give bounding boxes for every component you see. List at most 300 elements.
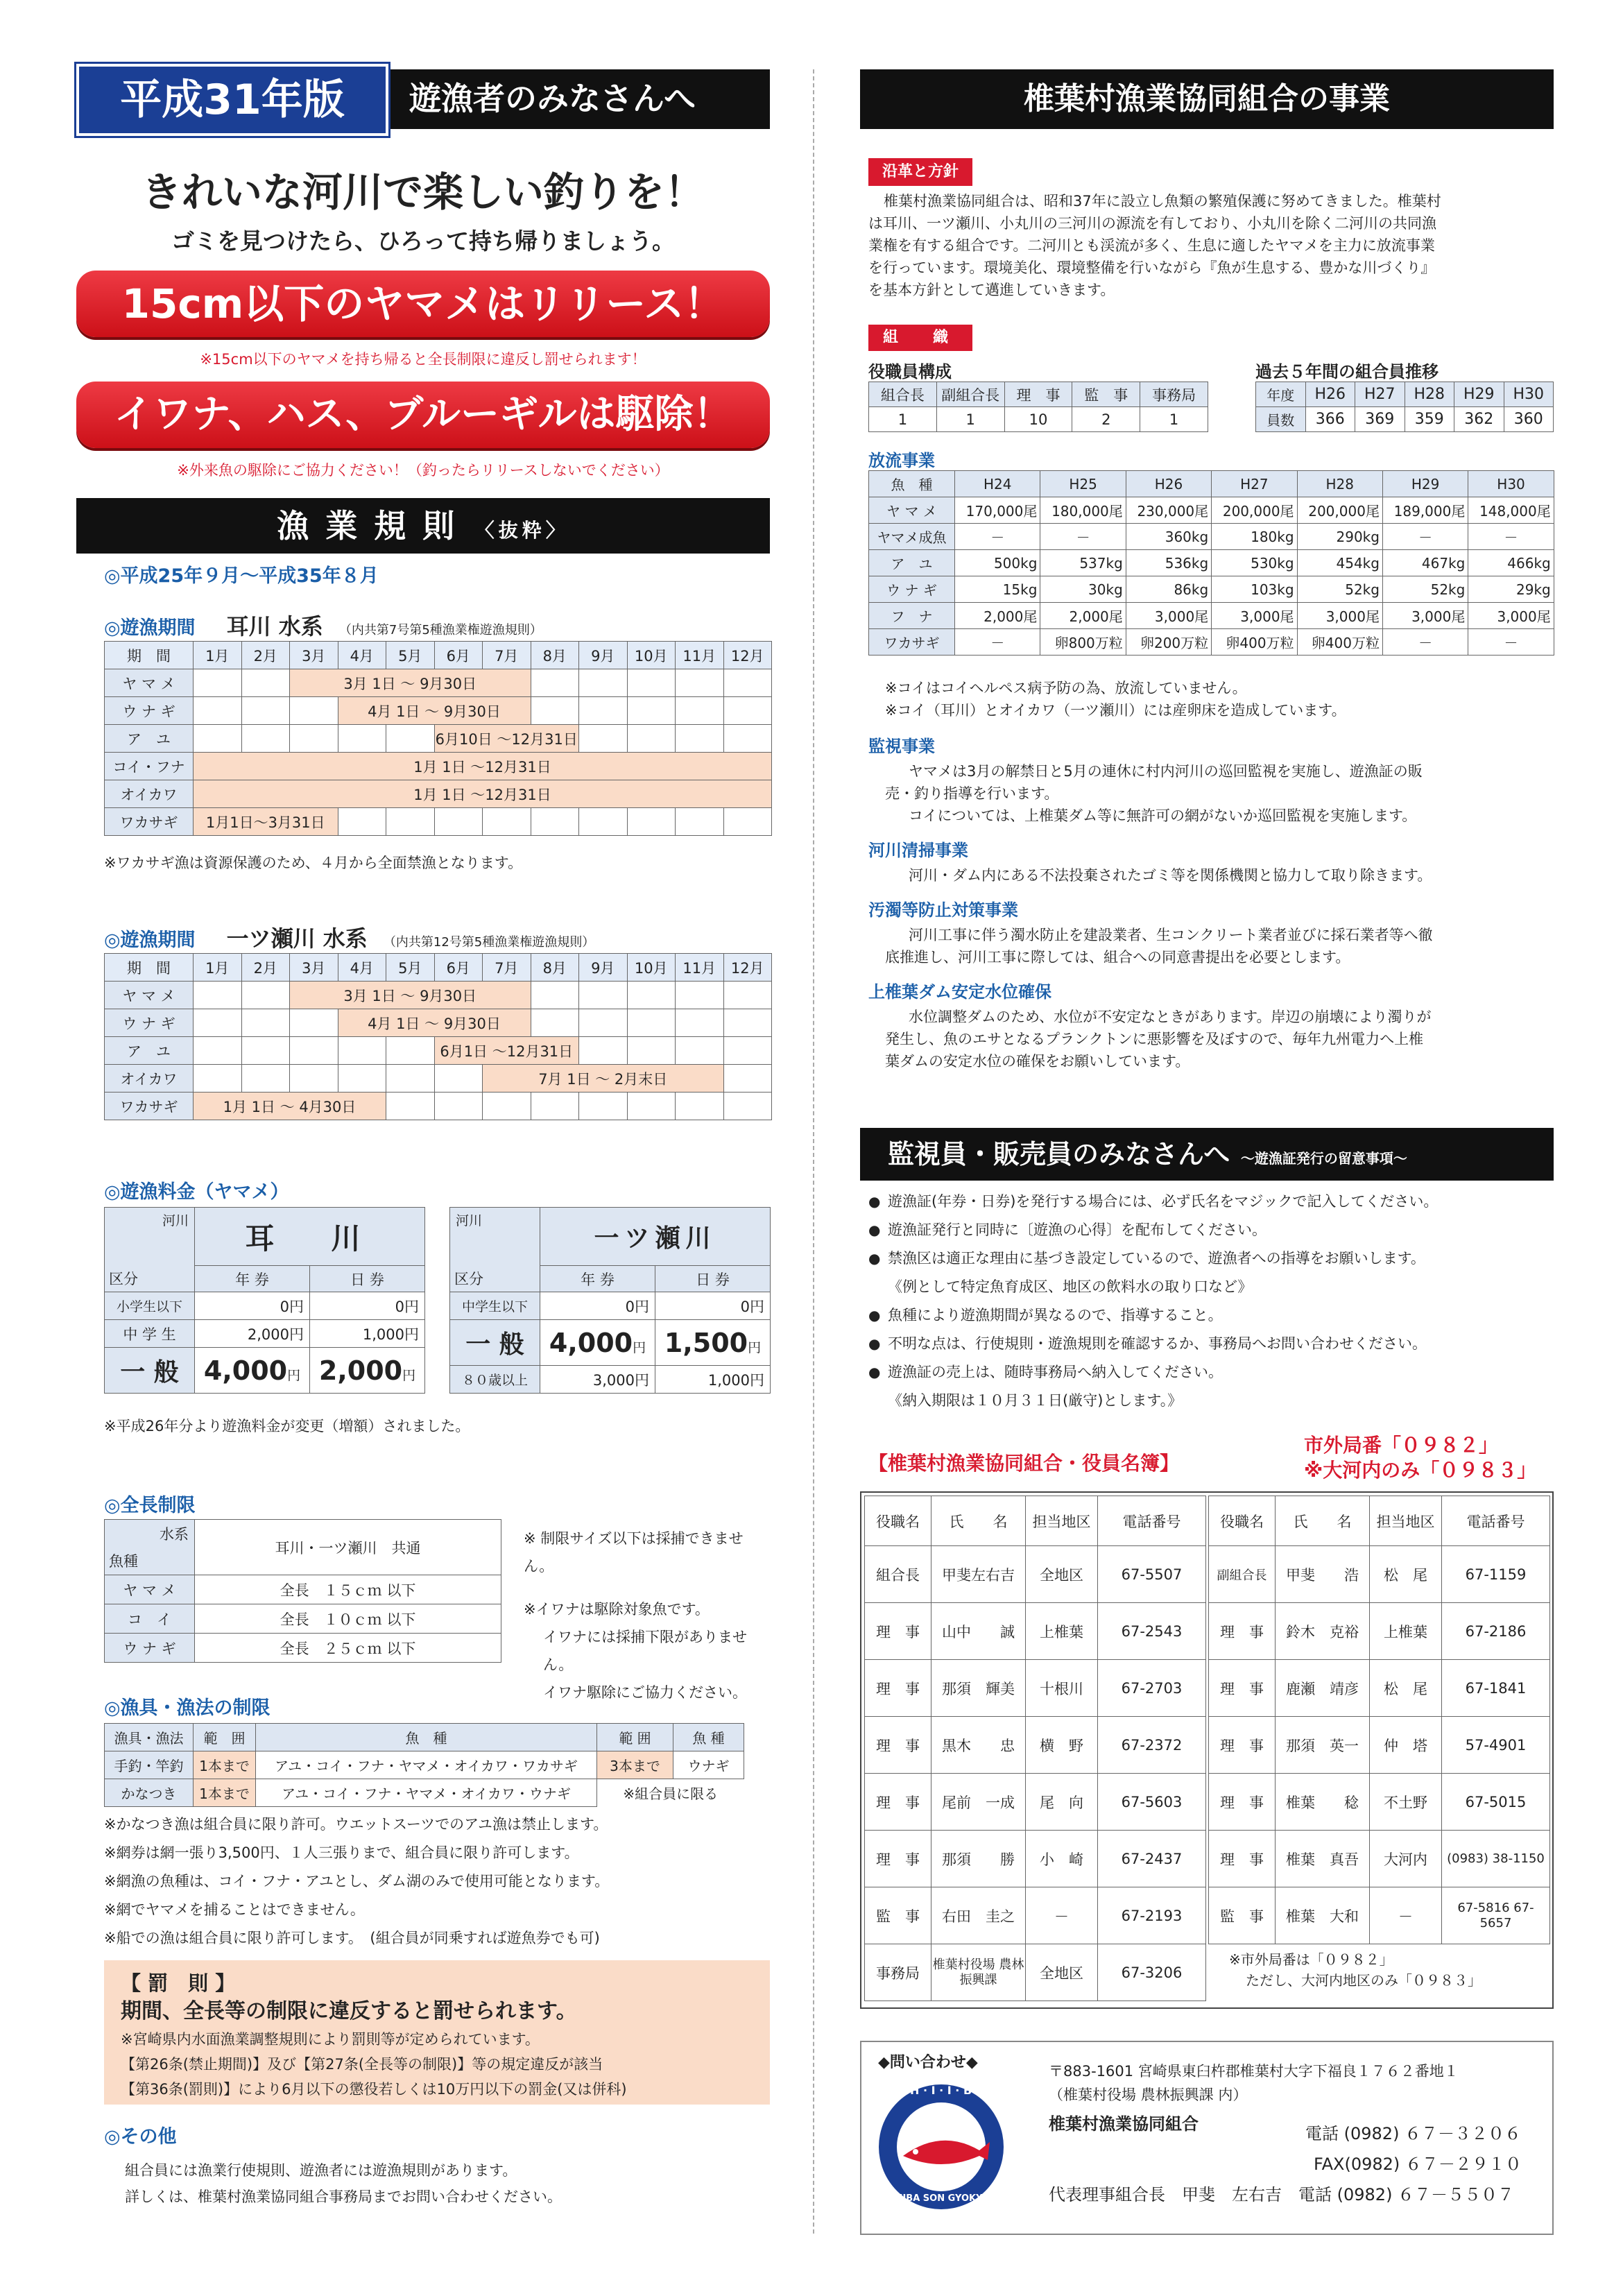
directory-row: [865, 1944, 1206, 2001]
gear-note: ※網でヤマメを捕ることはできません。: [104, 1901, 365, 1918]
month-header: 11月: [676, 642, 724, 669]
stock-value: 189,000尾: [1382, 497, 1468, 524]
stock-value: －: [1382, 629, 1468, 656]
length-note: ※ 制限サイズ以下は採捕できません。: [524, 1530, 744, 1575]
fish-name: コイ・フナ: [105, 753, 194, 780]
members-h: H30: [1504, 382, 1554, 407]
logo-top-text: S · H · I · I · B · A: [890, 2084, 993, 2097]
stock-value: 2,000尾: [955, 603, 1040, 629]
members-v: 369: [1355, 407, 1405, 432]
business-section: [868, 733, 1554, 827]
fees-day: 1,500: [664, 1327, 748, 1358]
directory-area: －: [1370, 1887, 1442, 1944]
stock-fish: ア ユ: [869, 550, 955, 576]
section-line: 葉ダムの安定水位の確保をお願いしています。: [885, 1053, 1190, 1070]
fees-year: 0円: [195, 1292, 310, 1320]
officers-table: [868, 382, 1208, 432]
season-row: [105, 808, 772, 836]
stock-value: 536kg: [1126, 550, 1211, 576]
directory-name: 椎葉 稔: [1276, 1774, 1370, 1831]
empty-month: [194, 1037, 242, 1065]
season-row: [105, 753, 772, 780]
empty-month: [241, 1065, 290, 1093]
directory-name: 那須 英一: [1276, 1717, 1370, 1774]
stock-fish: フ ナ: [869, 603, 955, 629]
fees-cat: 中学生以下: [450, 1292, 540, 1320]
directory-role: 理 事: [1209, 1831, 1276, 1887]
fish-name: ウ ナ ギ: [105, 1009, 194, 1037]
fish-name: ア ユ: [105, 1037, 194, 1065]
month-header: 9月: [579, 642, 628, 669]
period-header: 期 間: [105, 642, 194, 669]
penalty-line: 【第26条(禁止期間)】及び【第27条(全長等の制限)】等の規定違反が該当: [121, 2056, 603, 2073]
month-header-row: [105, 954, 772, 982]
directory-row: [1209, 1546, 1550, 1603]
directory-row: [865, 1717, 1206, 1774]
members-h: H26: [1305, 382, 1355, 407]
contact-rep: 代表理事組合長 甲斐 左右吉 電話 (0982) ６７－５５０７: [1049, 2185, 1515, 2204]
month-header: 12月: [723, 954, 772, 982]
month-header: 9月: [579, 954, 628, 982]
empty-month: [338, 808, 386, 836]
directory-phone: 67-2193: [1098, 1887, 1206, 1944]
empty-month: [531, 808, 579, 836]
gear-cell: ※組合員に限る: [623, 1785, 719, 1803]
penalty-line: 【第36条(罰則)】により6月以下の懲役若しくは10万円以下の罰金(又は併科): [121, 2081, 627, 2098]
empty-month: [723, 669, 772, 697]
empty-month: [627, 1037, 676, 1065]
monitors-bar: [860, 1128, 1554, 1181]
fees-day: 1,000円: [655, 1366, 771, 1394]
season-bar: 1月 1日 〜 4月30日: [194, 1093, 386, 1120]
stock-value: －: [1468, 629, 1554, 656]
directory-name: 黒木 忠: [931, 1717, 1026, 1774]
fees-mimi-name: 耳 川: [195, 1208, 425, 1266]
empty-month: [386, 1093, 435, 1120]
other-text: [125, 2157, 562, 2210]
empty-month: [386, 1037, 435, 1065]
gear-label: ◎漁具・漁法の制限: [104, 1697, 270, 1719]
stock-h: H28: [1297, 471, 1382, 497]
contact-box: [860, 2041, 1554, 2235]
season-row: [105, 1065, 772, 1093]
monitors-list: [868, 1188, 1554, 1415]
empty-month: [579, 1093, 628, 1120]
empty-month: [723, 808, 772, 836]
directory-phone: (0983) 38-1150: [1442, 1831, 1550, 1887]
length-limit: 全長 ２５ｃｍ 以下: [195, 1634, 501, 1663]
empty-month: [579, 808, 628, 836]
other-line: 詳しくは、椎葉村漁業協同組合事務局までお問い合わせください。: [125, 2188, 562, 2205]
stock-value: 466kg: [1468, 550, 1554, 576]
directory-area: 全地区: [1026, 1944, 1098, 2001]
month-header: 7月: [483, 954, 531, 982]
season-bar: 7月 1日 〜 2月末日: [483, 1065, 724, 1093]
length-table: [104, 1519, 501, 1663]
directory-role: 理 事: [865, 1603, 931, 1660]
fish-name: ワカサギ: [105, 1093, 194, 1120]
month-header: 8月: [531, 642, 579, 669]
season1-law: （内共第7号第5種漁業権遊漁規則）: [338, 623, 542, 637]
directory-name: 椎葉 真吾: [1276, 1831, 1370, 1887]
contact-fax: FAX(0982) ６７－２９１０: [1314, 2154, 1522, 2174]
season-row: [105, 982, 772, 1009]
section-line: ヤマメは3月の解禁日と5月の連休に村内河川の巡回監視を実施し、遊漁証の販: [909, 763, 1423, 780]
fees-day-header: 日 券: [310, 1266, 425, 1292]
directory-area: 小 崎: [1026, 1831, 1098, 1887]
stock-value: 3,000尾: [1126, 603, 1211, 629]
directory-role: 理 事: [1209, 1774, 1276, 1831]
empty-month: [723, 1065, 772, 1093]
empty-month: [627, 1009, 676, 1037]
directory-row: [1209, 1717, 1550, 1774]
gear-cell: 3本まで: [597, 1751, 673, 1779]
empty-month: [338, 725, 386, 753]
stock-h: H24: [955, 471, 1040, 497]
directory-area: 松 尾: [1370, 1546, 1442, 1603]
officers-v: 1: [869, 407, 937, 432]
stock-value: 卵800万粒: [1040, 629, 1126, 656]
empty-month: [676, 982, 724, 1009]
gear-note: ※網漁の魚種は、コイ・フナ・アユとし、ダム湖のみで使用可能となります。: [104, 1873, 610, 1890]
directory-title: 【椎葉村漁業協同組合・役員名簿】: [868, 1452, 1180, 1475]
stock-h: H25: [1040, 471, 1126, 497]
stock-note: ※コイ（耳川）とオイカワ（一ツ瀬川）には産卵床を造成しています。: [885, 702, 1346, 719]
gear-h: 範 囲: [597, 1724, 673, 1751]
directory-name: 右田 圭之: [931, 1887, 1026, 1944]
monitors-sub: 〜遊漁証発行の留意事項〜: [1240, 1150, 1407, 1167]
officers-v: 10: [1004, 407, 1072, 432]
empty-month: [194, 669, 242, 697]
directory-role: 事務局: [865, 1944, 931, 2001]
stock-value: 3,000尾: [1297, 603, 1382, 629]
directory-area2: ※大河内のみ「０９８３」: [1304, 1459, 1537, 1482]
empty-month: [483, 1093, 531, 1120]
directory-h: 氏 名: [1276, 1496, 1370, 1546]
section-title: 河川清掃事業: [868, 841, 968, 860]
directory-role: 理 事: [865, 1774, 931, 1831]
gear-note: ※船での漁は組合員に限り許可します。 (組合員が同乗すれば遊魚券でも可): [104, 1930, 600, 1946]
fees-day: 1,000円: [310, 1320, 425, 1348]
monitor-item: ● 遊漁証の売上は、随時事務局へ納入してください。: [868, 1358, 1554, 1387]
contact-address: 〒883-1601 宮崎県東臼杵郡椎葉村大字下福良１７６２番地１: [1049, 2063, 1459, 2080]
penalty-title: 【 罰 則 】: [121, 1971, 236, 1995]
members-v: 360: [1504, 407, 1554, 432]
month-header: 11月: [676, 954, 724, 982]
stock-value: 52kg: [1297, 576, 1382, 603]
gear-note: ※網券は網一張り3,500円、１人三張りまで、組合員に限り許可します。: [104, 1844, 579, 1861]
stock-value: 230,000尾: [1126, 497, 1211, 524]
stock-value: 3,000尾: [1468, 603, 1554, 629]
business-section: [868, 896, 1554, 968]
directory-name: 那須 勝: [931, 1831, 1026, 1887]
empty-month: [194, 1065, 242, 1093]
empty-month: [676, 669, 724, 697]
directory-area: 上椎葉: [1370, 1603, 1442, 1660]
empty-month: [531, 669, 579, 697]
empty-month: [338, 1065, 386, 1093]
season-bar: 1月1日〜3月31日: [194, 808, 338, 836]
fees-unit: 円: [748, 1339, 762, 1355]
directory-role: 組合長: [865, 1546, 931, 1603]
empty-month: [627, 697, 676, 725]
directory-phone: 67-1841: [1442, 1660, 1550, 1717]
gear-cell: 手釣・竿釣: [105, 1751, 194, 1779]
stock-value: 180kg: [1212, 524, 1297, 550]
gear-cell: ウナギ: [673, 1751, 744, 1779]
fees-day: 2,000: [318, 1355, 403, 1386]
directory-h: 氏 名: [931, 1496, 1026, 1546]
contact-org: 椎葉村漁業協同組合: [1049, 2114, 1199, 2134]
officers-v: 1: [1140, 407, 1208, 432]
directory-foot1: ※市外局番は「０９８２」: [1229, 1951, 1393, 1968]
stock-label: 放流事業: [868, 451, 935, 470]
directory-area: 上椎葉: [1026, 1603, 1098, 1660]
gear-h: 漁具・漁法: [105, 1724, 194, 1751]
length-limit: 全長 １５ｃｍ 以下: [195, 1575, 501, 1604]
gear-cell: 1本まで: [194, 1751, 256, 1779]
officers-label: 役職員構成: [868, 362, 952, 382]
directory-row: [865, 1546, 1206, 1603]
fees-year: 3,000円: [540, 1366, 655, 1394]
section-line: 底推進し、河川工事に際しては、組合への同意書提出を必要とします。: [885, 949, 1350, 966]
season1-note: ※ワカサギ漁は資源保護のため、４月から全面禁漁となります。: [104, 855, 523, 871]
business-title: 椎葉村漁業協同組合の事業: [860, 69, 1554, 129]
members-table: [1255, 382, 1554, 432]
directory-phone: 67-2372: [1098, 1717, 1206, 1774]
length-note: イワナ駆除にご協力ください。: [543, 1684, 747, 1701]
fees-hitotsuse-name: 一ツ瀬川: [540, 1208, 771, 1266]
stock-fish: ヤマメ成魚: [869, 524, 955, 550]
empty-month: [434, 1093, 483, 1120]
slogan: きれいな河川で楽しい釣りを！: [141, 169, 705, 216]
other-line: 組合員には漁業行使規則、遊漁者には遊漁規則があります。: [125, 2162, 517, 2179]
empty-month: [290, 725, 338, 753]
directory-role: 監 事: [865, 1887, 931, 1944]
contact-care: （椎葉村役場 農林振興課 内）: [1049, 2087, 1248, 2103]
fees-unit: 円: [402, 1367, 416, 1383]
fees-mimi-table: [104, 1207, 425, 1394]
section-line: コイについては、上椎葉ダム等に無許可の網がないか巡回監視を実施します。: [909, 807, 1417, 824]
stock-value: 3,000尾: [1212, 603, 1297, 629]
empty-month: [241, 982, 290, 1009]
fees-year: 2,000円: [195, 1320, 310, 1348]
empty-month: [290, 697, 338, 725]
directory-row: [865, 1887, 1206, 1944]
directory-area: 仲 塔: [1370, 1717, 1442, 1774]
section-line: 売・釣り指導を行います。: [885, 785, 1059, 802]
empty-month: [579, 669, 628, 697]
stock-value: －: [955, 629, 1040, 656]
empty-month: [676, 808, 724, 836]
directory-name: 鈴木 克裕: [1276, 1603, 1370, 1660]
fees-cat: 一 般: [450, 1320, 540, 1366]
directory-phone: 67-5816 67-5657: [1442, 1887, 1550, 1944]
directory-h: 電話番号: [1442, 1496, 1550, 1546]
directory-row: [1209, 1887, 1550, 1944]
empty-month: [194, 697, 242, 725]
fish-name: オイカワ: [105, 780, 194, 808]
empty-month: [194, 982, 242, 1009]
fees-day-header: 日 券: [655, 1266, 771, 1292]
directory-foot2: ただし、大河内地区のみ「０９８３」: [1246, 1972, 1482, 1989]
empty-month: [531, 982, 579, 1009]
members-h: H29: [1454, 382, 1504, 407]
empty-month: [386, 1065, 435, 1093]
members-v: 366: [1305, 407, 1355, 432]
empty-month: [627, 1093, 676, 1120]
contact-label: ◆問い合わせ◆: [878, 2054, 978, 2071]
directory-role: 監 事: [1209, 1887, 1276, 1944]
monitor-item: 《納入期限は１０月３１日(厳守)とします。》: [888, 1392, 1183, 1409]
empty-month: [434, 808, 483, 836]
season2-law: （内共第12号第5種漁業権遊漁規則）: [383, 935, 595, 950]
officers-h: 監 事: [1072, 382, 1140, 407]
empty-month: [386, 725, 435, 753]
members-h: H27: [1355, 382, 1405, 407]
stock-value: 148,000尾: [1468, 497, 1554, 524]
stock-h: H26: [1126, 471, 1211, 497]
business-section: [868, 978, 1554, 1072]
directory-phone: 67-2543: [1098, 1603, 1206, 1660]
removal-note: ※外来魚の駆除にご協力ください！（釣ったらリリースしないでください）: [177, 462, 669, 479]
month-header: 1月: [194, 642, 242, 669]
fees-kubun: 区分: [105, 1266, 195, 1292]
season1-river: 耳川 水系: [226, 613, 323, 640]
directory-h: 役職名: [865, 1496, 931, 1546]
directory-name: 椎葉 大和: [1276, 1887, 1370, 1944]
directory-row: [1209, 1603, 1550, 1660]
stock-value: 290kg: [1297, 524, 1382, 550]
directory-name: 椎葉村役場 農林振興課: [931, 1944, 1026, 2001]
length-suikei: 水系: [105, 1520, 195, 1548]
length-notes: [524, 1525, 770, 1706]
empty-month: [531, 1093, 579, 1120]
fees-note: ※平成26年分より遊漁料金が変更（増額）されました。: [104, 1418, 470, 1434]
monitor-item: ● 魚種により遊漁期間が異なるので、指導すること。: [868, 1301, 1554, 1330]
empty-month: [194, 725, 242, 753]
empty-month: [723, 1009, 772, 1037]
gear-cell: アユ・コイ・フナ・ヤマメ・オイカワ・ウナギ: [256, 1779, 597, 1807]
directory-phone: 67-5015: [1442, 1774, 1550, 1831]
stock-value: 15kg: [955, 576, 1040, 603]
officers-h: 組合長: [869, 382, 937, 407]
stock-h: H27: [1212, 471, 1297, 497]
gear-h: 魚 種: [673, 1724, 744, 1751]
directory-h: 役職名: [1209, 1496, 1276, 1546]
directory-phone: 67-5603: [1098, 1774, 1206, 1831]
directory-area: －: [1026, 1887, 1098, 1944]
directory-area: [1304, 1433, 1536, 1483]
season-bar: 1月 1日 〜12月31日: [194, 780, 772, 808]
empty-month: [579, 982, 628, 1009]
season1-table: [104, 641, 772, 836]
directory-role: 理 事: [1209, 1717, 1276, 1774]
directory-row: [1209, 1774, 1550, 1831]
members-h: 年度: [1256, 382, 1306, 407]
stock-value: 103kg: [1212, 576, 1297, 603]
fish-name: ヤ マ メ: [105, 982, 194, 1009]
audience-title: 遊漁者のみなさんへ: [409, 80, 696, 117]
directory-phone: 67-3206: [1098, 1944, 1206, 2001]
fees-year: 0円: [540, 1292, 655, 1320]
stock-value: 500kg: [955, 550, 1040, 576]
monitor-item: ● 遊漁証発行と同時に〔遊漁の心得〕を配布してください。: [868, 1216, 1554, 1244]
month-header: 10月: [627, 954, 676, 982]
month-header: 2月: [241, 642, 290, 669]
garbage-note: ゴミを見つけたら、ひろって持ち帰りましょう。: [171, 228, 675, 255]
empty-month: [627, 982, 676, 1009]
fees-year-header: 年 券: [195, 1266, 310, 1292]
stock-value: 2,000尾: [1040, 603, 1126, 629]
stock-fish: ワカサギ: [869, 629, 955, 656]
history-line: は耳川、一ツ瀬川、小丸川の三河川の源流を有しており、小丸川を除く二河川の共同漁: [868, 215, 1436, 232]
gear-cell: 1本まで: [194, 1779, 256, 1807]
directory-area: 大河内: [1370, 1831, 1442, 1887]
section-title: 監視事業: [868, 737, 935, 756]
members-v: 員数: [1256, 407, 1306, 432]
fish-name: ウ ナ ギ: [105, 697, 194, 725]
stock-note: ※コイはコイヘルペス病予防の為、放流していません。: [885, 680, 1247, 696]
month-header: 12月: [723, 642, 772, 669]
stock-value: 卵400万粒: [1297, 629, 1382, 656]
empty-month: [483, 808, 531, 836]
stock-row: [869, 603, 1554, 629]
stock-table: [868, 470, 1554, 656]
monitor-item: ● 禁漁区は適正な理由に基づき設定しているので、遊漁者への指導をお願いします。: [868, 1244, 1554, 1273]
stock-fish: ウ ナ ギ: [869, 576, 955, 603]
length-note: ※イワナは駆除対象魚です。: [524, 1601, 710, 1618]
members-v: 359: [1405, 407, 1454, 432]
directory-role: 副組合長: [1209, 1546, 1276, 1603]
section-line: 河川・ダム内にある不法投棄されたゴミ等を関係機関と協力して取り除きます。: [909, 867, 1432, 884]
directory-row: [1209, 1831, 1550, 1887]
length-gyoshu: 魚種: [105, 1548, 195, 1575]
stock-fish: ヤ マ メ: [869, 497, 955, 524]
fees-day: 0円: [310, 1292, 425, 1320]
business-sections: [868, 733, 1554, 1082]
stock-value: 29kg: [1468, 576, 1554, 603]
officers-h: 理 事: [1004, 382, 1072, 407]
fees-kasen: 河川: [105, 1208, 195, 1266]
empty-month: [338, 1037, 386, 1065]
directory-left-table: [864, 1496, 1206, 2001]
stock-h: H29: [1382, 471, 1468, 497]
section-line: 河川工事に伴う濁水防止を建設業者、生コンクリート業者並びに採石業者等へ徹: [909, 927, 1433, 943]
fish-name: ヤ マ メ: [105, 669, 194, 697]
empty-month: [723, 697, 772, 725]
month-header: 8月: [531, 954, 579, 982]
officers-h: 事務局: [1140, 382, 1208, 407]
directory-role: 理 事: [1209, 1660, 1276, 1717]
season-row: [105, 1037, 772, 1065]
directory-role: 理 事: [865, 1717, 931, 1774]
directory-row: [1209, 1660, 1550, 1717]
fish-name: ア ユ: [105, 725, 194, 753]
gear-table: [104, 1723, 744, 1807]
officers-v: 2: [1072, 407, 1140, 432]
season2-label: ◎遊漁期間: [104, 929, 196, 951]
officers-h: 副組合長: [936, 382, 1004, 407]
business-section: [868, 837, 1554, 886]
directory-role: 理 事: [865, 1831, 931, 1887]
logo-bottom-text: SHIIBA SON GYOKYOU: [885, 2193, 997, 2204]
gear-h: 魚 種: [256, 1724, 597, 1751]
monitor-item: 《例として特定魚育成区、地区の飲料水の取り口など》: [888, 1278, 1253, 1295]
members-v: 362: [1454, 407, 1504, 432]
season2-header: [104, 921, 770, 953]
section-line: 発生し、魚のエサとなるプランクトンに悪影響を及ぼすので、毎年九州電力へ上椎: [885, 1031, 1424, 1047]
